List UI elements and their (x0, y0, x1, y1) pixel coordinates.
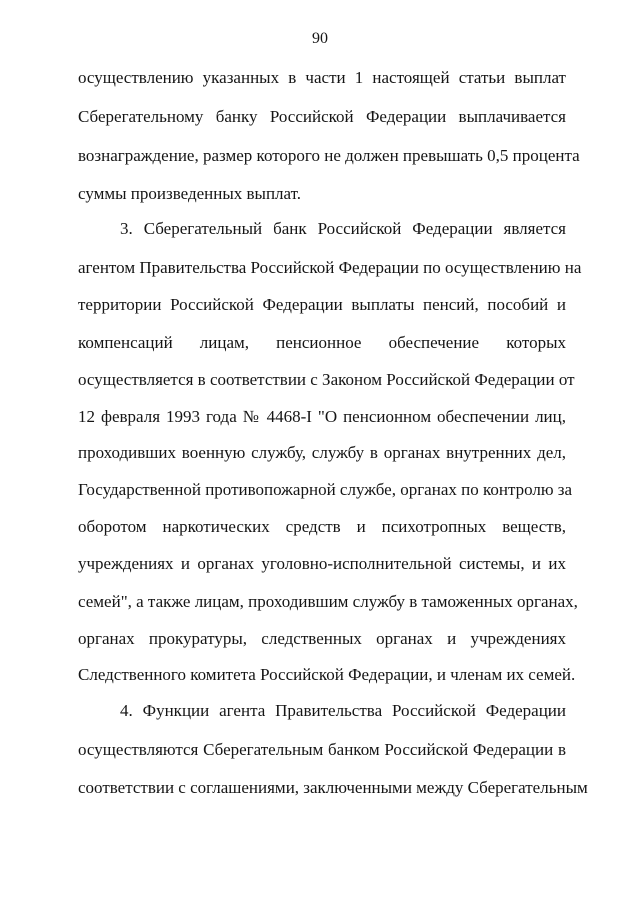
text-line: проходивших военную службу, службу в органах внутренних дел, (78, 443, 566, 462)
text-line: Следственного комитета Российской Федерации, и членам их семей. (78, 665, 576, 684)
text-line: компенсаций лицам, пенсионное обеспечение которых (78, 333, 566, 352)
text-line: органах прокуратуры, следственных органах и учреждениях (78, 629, 566, 648)
text-line: Государственной противопожарной службе, органах по контролю за (78, 480, 573, 499)
page-number: 90 (312, 30, 328, 47)
text-line: соответствии с соглашениями, заключенными между Сберегательным (78, 778, 588, 797)
text-line: осуществлению указанных в части 1 настоящей статьи выплат (78, 68, 566, 87)
text-line: учреждениях и органах уголовно-исполнительной системы, и их (78, 554, 566, 573)
paragraph-3-first-line: 3. Сберегательный банк Российской Федерации является (120, 219, 566, 238)
text-line: Сберегательному банку Российской Федерации выплачивается (78, 107, 566, 126)
paragraph-4-first-line: 4. Функции агента Правительства Российской Федерации (120, 701, 566, 720)
text-line: агентом Правительства Российской Федерации по осуществлению на (78, 258, 582, 277)
text-line: суммы произведенных выплат. (78, 184, 302, 203)
text-line: территории Российской Федерации выплаты пенсий, пособий и (78, 295, 566, 314)
text-line: вознаграждение, размер которого не должен превышать 0,5 процента (78, 146, 580, 165)
text-line: осуществляются Сберегательным банком Российской Федерации в (78, 740, 566, 759)
text-line: оборотом наркотических средств и психотропных веществ, (78, 517, 566, 536)
text-line: 12 февраля 1993 года № 4468-I "О пенсионном обеспечении лиц, (78, 407, 566, 426)
text-line: осуществляется в соответствии с Законом Российской Федерации от (78, 370, 575, 389)
text-line: семей", а также лицам, проходившим службу в таможенных органах, (78, 592, 578, 611)
